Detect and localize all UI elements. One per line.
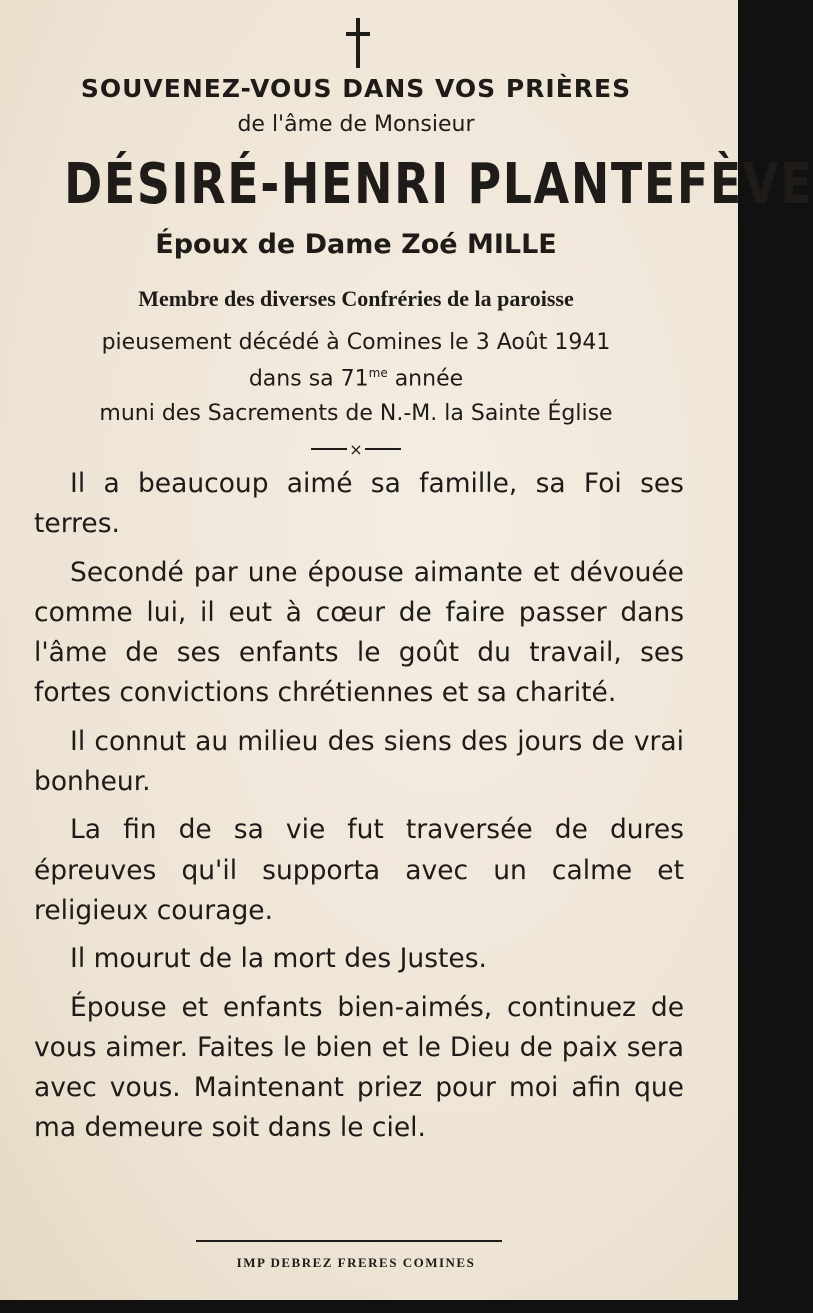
paragraph: Épouse et enfants bien-aimés, continuez de vous aimer. Faites le bien et le Dieu de paix sera avec vous. Maintenant priez pour moi afin que ma demeure soit dans le ciel. — [34, 991, 684, 1144]
paragraph: La fin de sa vie fut traversée de dures épreuves qu'il supporta avec un calme et religieux courage. — [34, 814, 684, 926]
age-line: dans sa $71^{me}$ année — [248, 366, 464, 392]
soul-of-line: de l'âme de Monsieur — [237, 112, 475, 137]
membership-line: Membre des diverses Confréries de la paroisse — [138, 286, 574, 311]
paragraph: Il connut au milieu des siens des jours de vrai bonheur. — [34, 725, 684, 798]
paragraph: Il mourut de la mort des Justes. — [70, 943, 487, 975]
ornament-divider: × — [0, 438, 712, 459]
paragraph: Il a beaucoup aimé sa famille, sa Foi ses terres. — [34, 468, 684, 540]
death-line: pieusement décédé à Comines le 3 Août 1941 — [101, 330, 611, 355]
printer-credit: IMP DEBREZ FRERES COMINES — [236, 1255, 476, 1270]
spouse-line: Époux de Dame Zoé MILLE — [155, 229, 557, 260]
sacraments-line: muni des Sacrements de N.-M. la Sainte Église — [99, 401, 613, 426]
cross-icon — [356, 18, 360, 68]
prayer-heading: SOUVENEZ-VOUS DANS VOS PRIÈRES — [80, 74, 632, 103]
printer-divider — [196, 1240, 502, 1242]
memorial-text — [34, 464, 684, 1157]
paragraph: Secondé par une épouse aimante et dévouée comme lui, il eut à cœur de faire passer dans l'âme de ses enfants le goût du travail, ses fortes convictions chrétiennes et sa charité. — [34, 556, 684, 709]
deceased-name: DÉSIRÉ-HENRI PLANTEFÈVE — [64, 152, 813, 217]
